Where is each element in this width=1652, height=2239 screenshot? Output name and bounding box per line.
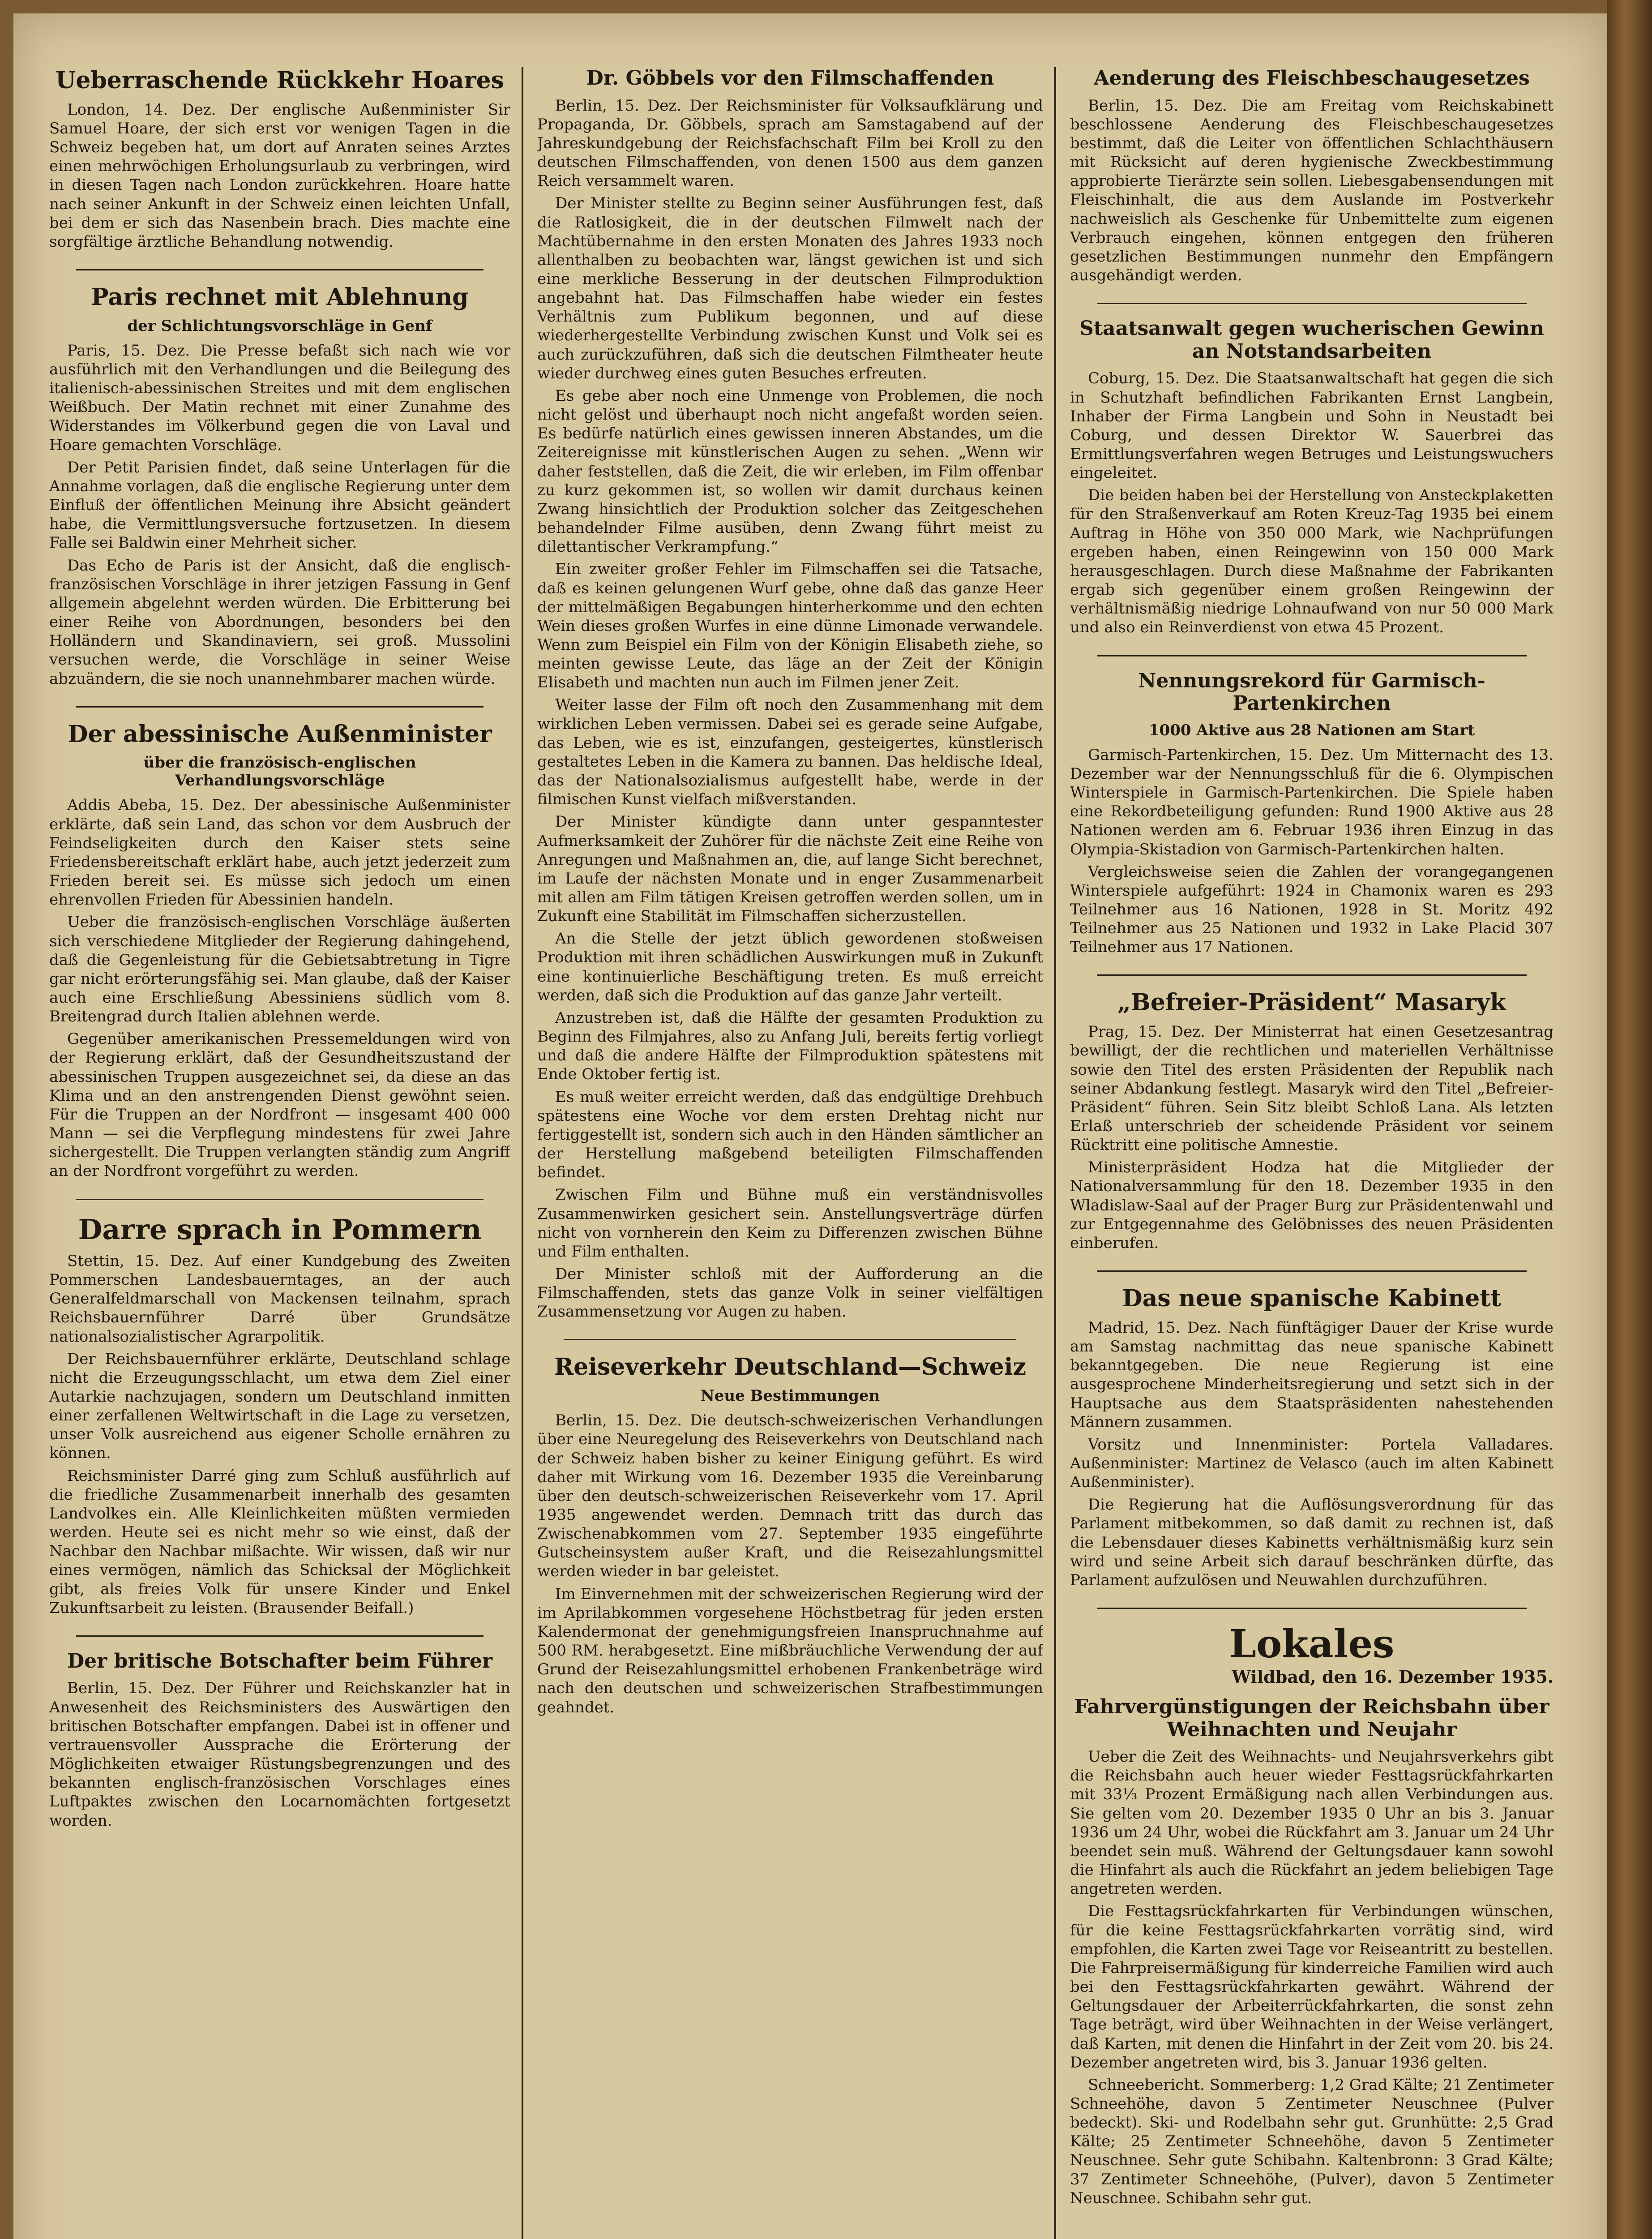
article-subheadline: 1000 Aktive aus 28 Nationen am Start [1148,721,1475,739]
article-headline: Staatsanwalt gegen wucherischen Gewinn an Notstandsarbeiten [1079,317,1544,363]
article-paragraph: Coburg, 15. Dez. Die Staatsanwaltschaft hat gegen die sich in Schutzhaft befindlichen Fabrikanten Ernst Langbein, Inhaber der Firma Langbein und Sohn in Neustadt bei Coburg, und dessen Direktor W. Sauerbrei das Ermittlungsverfahren wegen Betruges und Leistungswuchers eingeleitet. [1070,369,1554,482]
news-article [537,67,1043,1321]
article-paragraph: Die Regierung hat die Auflösungsverordnung für das Parlament mitbekommen, so daß damit zu rechnen ist, daß die Lebensdauer dieses Kabinetts verhältnismäßig kurz sein wird und seine Arbeit sich darauf beschränken dürfte, das Parlament aufzulösen und Neuwahlen durchzuführen. [1070,1496,1554,1589]
article-paragraph: Gegenüber amerikanischen Pressemeldungen wird von der Regierung erklärt, daß der Gesundheitszustand der abessinischen Truppen ausgezeichnet sei, da diese an das Klima und an den anstrengenden Dienst gewöhnt seien. Für die Truppen an der Nordfront — insgesamt 400 000 Mann — sei die Verpflegung mindestens für zwei Jahre sichergestellt. Die Truppen verlangten ständig zum Angriff an der Nordfront vorgeführt zu werden. [49,1030,510,1180]
article-paragraph: Berlin, 15. Dez. Die am Freitag vom Reichskabinett beschlossene Aenderung des Fleischbeschaugesetzes bestimmt, daß die Leiter von öffentlichen Schlachthäusern mit Rücksicht auf deren hygienische Zweckbestimmung approbierte Tierärzte sein sollen. Liebesgabensendungen mit Fleischinhalt, die aus dem Auslande im Postverkehr nachweislich als Geschenke für Unbemittelte zum eigenen Verbrauch eingehen, können entgegen den früheren gesetzlichen Bestimmungen nunmehr den Empfängern ausgehändigt werden. [1070,96,1554,284]
lokales-paragraph: Schneebericht. Sommerberg: 1,2 Grad Kälte; 21 Zentimeter Schneehöhe, davon 5 Zentimeter Neuschnee (Pulver bedeckt). Ski- und Rodelbahn sehr gut. Grunhütte: 2,5 Grad Kälte; 25 Zentimeter Schneehöhe, davon 5 Zentimeter Neuschnee. Sehr gute Schibahn. Kaltenbronn: 3 Grad Kälte; 37 Zentimeter Schneehöhe, (Pulver), davon 5 Zentimeter Neuschnee. Schibahn sehr gut. [1070,2076,1554,2207]
article-divider [1097,1270,1527,1272]
article-paragraph: Stettin, 15. Dez. Auf einer Kundgebung des Zweiten Pommerschen Landesbauerntages, an der auch Generalfeldmarschall von Mackensen teilnahm, sprach Reichsbauernführer Darré über Grundsätze nationalsozialistischer Agrarpolitik. [49,1252,510,1346]
article-paragraph: Der Reichsbauernführer erklärte, Deutschland schlage nicht die Erzeugungsschlacht, um etwa dem Ziel einer Autarkie nachzujagen, sondern um Deutschland inmitten einer zerfallenen Weltwirtschaft in die Lage zu versetzen, unser Volk ausreichend aus eigener Scholle ernähren zu können. [49,1350,510,1463]
lokales-dateline: Wildbad, den 16. Dezember 1935. [1232,1666,1554,1687]
column-middle [537,67,1043,2239]
article-headline: Darre sprach in Pommern [78,1213,482,1246]
article-divider [76,1635,484,1637]
lokales-divider [1097,1608,1527,1609]
article-paragraph: Im Einvernehmen mit der schweizerischen Regierung wird der im Aprilabkommen vorgesehene Höchstbetrag für jeden ersten Kalendermonat der genehmigungsfreien Inanspruchnahme auf 500 RM. herabgesetzt. Eine mißbräuchliche Verwendung der auf Grund der Reisezahlungsmittel erhobenen Frankenbeträge wird nach den deutschen und schweizerischen Strafbestimmungen geahndet. [537,1585,1043,1716]
article-paragraph: Prag, 15. Dez. Der Ministerrat hat einen Gesetzesantrag bewilligt, der die rechtlichen und materiellen Verhältnisse sowie den Titel des ersten Präsidenten der Republik nach seiner Abdankung festlegt. Masaryk wird den Titel „Befreier-Präsident“ führen. Sein Sitz bleibt Schloß Lana. Als letzten Erlaß unterschrieb der scheidende Präsident vor seinem Rücktritt eine politische Amnestie. [1070,1023,1554,1154]
article-paragraph: Der Minister schloß mit der Aufforderung an die Filmschaffenden, stets das ganze Volk in seiner vielfältigen Zusammensetzung vor Augen zu haben. [537,1265,1043,1321]
lokales-title: Lokales [1229,1621,1395,1667]
news-article [49,1214,510,1617]
article-paragraph: Madrid, 15. Dez. Nach fünftägiger Dauer der Krise wurde am Samstag nachmittag das neue spanische Kabinett bekanntgegeben. Die neue Regierung ist eine ausgesprochene Minderheitsregierung und setzt sich in der Hauptsache aus dem Staatspräsidenten nahestehenden Männern zusammen. [1070,1318,1554,1431]
article-divider [1097,303,1527,304]
article-headline: Das neue spanische Kabinett [1122,1285,1502,1313]
article-headline: Der abessinische Außenminister [68,720,492,748]
news-article [49,1650,510,1830]
lokales-section [1070,1622,1554,2208]
article-divider [1097,655,1527,656]
article-paragraph: Berlin, 15. Dez. Der Reichsminister für Volksaufklärung und Propaganda, Dr. Göbbels, sprach am Samstagabend auf der Jahreskundgebung der Reichsfachschaft Film bei Kroll zu den deutschen Filmschaffenden, von denen 1500 aus dem ganzen Reich versammelt waren. [537,96,1043,190]
article-subheadline: der Schlichtungsvorschläge in Genf [127,317,432,335]
lokales-headline: Fahrvergünstigungen der Reichsbahn über Weihnachten und Neujahr [1074,1695,1549,1741]
article-paragraph: Addis Abeba, 15. Dez. Der abessinische Außenminister erklärte, daß sein Land, das schon vor dem Ausbruch der Feindseligkeiten durch den Kaiser stets seine Friedensbereitschaft erklärt habe, auch jetzt jederzeit zum Frieden bereit sei. Es müsse sich jedoch um einen ehrenvollen Frieden für Abessinien handeln. [49,796,510,909]
article-headline: Paris rechnet mit Ablehnung [91,283,469,311]
article-paragraph: Vorsitz und Innenminister: Portela Valladares. Außenminister: Martinez de Velasco (auch im alten Kabinett Außenminister). [1070,1435,1554,1492]
news-article [537,1354,1043,1716]
article-divider [1097,974,1527,976]
article-paragraph: London, 14. Dez. Der englische Außenminister Sir Samuel Hoare, der sich erst vor wenigen Tagen in die Schweiz begeben hat, um dort auf Anraten seines Arztes einen mehrwöchigen Erholungsurlaub zu verbringen, wird in diesen Tagen nach London zurückkehren. Hoare hatte nach seiner Ankunft in der Schweiz einen leichten Unfall, bei dem er sich das Nasenbein brach. Dies machte eine sorgfältige ärztliche Behandlung notwendig. [49,100,510,251]
news-article [49,721,510,1181]
article-subheadline: Neue Bestimmungen [700,1387,880,1405]
article-paragraph: Ein zweiter großer Fehler im Filmschaffen sei die Tatsache, daß es keinen gelungenen Wurf gebe, ohne daß das ganze Heer der mittelmäßigen Begabungen hinterherkomme und den echten Wein dieses großen Wurfes in eine dünne Limonade verwandele. Wenn zum Beispiel ein Film von der Königin Elisabeth ziehe, so meinten gewisse Leute, das läge an der Zeit der Königin Elisabeth und machten nun auch im Filmen jener Zeit. [537,560,1043,692]
news-article [1070,67,1554,285]
column-right [1070,67,1554,2239]
lokales-paragraph: Ueber die Zeit des Weihnachts- und Neujahrsverkehrs gibt die Reichsbahn auch heuer wieder Festtagsrückfahrkarten mit 33⅓ Prozent Ermäßigung nach allen Verbindungen aus. Sie gelten vom 20. Dezember 1935 0 Uhr an bis 3. Januar 1936 um 24 Uhr, wobei die Rückfahrt am 3. Januar um 24 Uhr beendet sein muß. Während der Geltungsdauer kann sowohl die Hinfahrt als auch die Rückfahrt an jedem beliebigen Tage angetreten werden. [1070,1748,1554,1898]
article-paragraph: Berlin, 15. Dez. Die deutsch-schweizerischen Verhandlungen über eine Neuregelung des Reiseverkehrs von Deutschland nach der Schweiz haben bisher zu keiner Einigung geführt. Es wird daher mit Wirkung vom 16. Dezember 1935 die Vereinbarung über den deutsch-schweizerischen Reiseverkehr vom 17. April 1935 angewendet werden. Demnach tritt das durch das Zwischenabkommen vom 27. September 1935 eingeführte Gutscheinsystem außer Kraft, und die Reisezahlungsmittel werden wieder in bar geleistet. [537,1411,1043,1581]
article-paragraph: Weiter lasse der Film oft noch den Zusammenhang mit dem wirklichen Leben vermissen. Dabei sei es gerade seine Aufgabe, das Leben, wie es ist, einzufangen, gesteigertes, künstlerisch gestaltetes Leben in die Kamera zu bannen. Das heldische Ideal, das der Nationalsozialismus aufgestellt habe, werde in der filmischen Kunst vielfach mißverstanden. [537,696,1043,809]
article-headline: Dr. Göbbels vor den Filmschaffenden [586,67,994,90]
news-article [1070,317,1554,637]
article-divider [76,1199,484,1200]
article-paragraph: Zwischen Film und Bühne muß ein verständnisvolles Zusammenwirken gesichert sein. Anstellungsverträge dürfen nicht von vornherein den Keim zu Differenzen zwischen Bühne und Film enthalten. [537,1186,1043,1261]
article-paragraph: Reichsminister Darré ging zum Schluß ausführlich auf die friedliche Zusammenarbeit innerhalb des gesamten Landvolkes ein. Alle Kleinlichkeiten müßten vermieden werden. Heute sei es nicht mehr so wie einst, daß der Nachbar den Nachbar mißachte. Wir wissen, daß wir nur eines vermögen, nämlich das Schicksal der Möglichkeit gibt, als freies Volk für unsere Kinder und Enkel Zukunftsarbeit zu leisten. (Brausender Beifall.) [49,1467,510,1617]
column-rule-1 [522,67,523,2239]
article-paragraph: Paris, 15. Dez. Die Presse befaßt sich nach wie vor ausführlich mit den Verhandlungen und die Beilegung des italienisch-abessinischen Streites und mit dem englischen Weißbuch. Der Matin rechnet mit einer Zunahme des Widerstandes im Völkerbund gegen die von Laval und Hoare gemachten Vorschläge. [49,341,510,454]
article-paragraph: Der Minister kündigte dann unter gespanntester Aufmerksamkeit der Zuhörer für die nächste Zeit eine Reihe von Anregungen und Maßnahmen an, die, auf lange Sicht berechnet, im Laufe der nächsten Monate und in enger Zusammenarbeit mit allen am Film tätigen Kreisen getroffen werden sollen, um in Zukunft eine Stabilität im Filmschaffen sicherzustellen. [537,813,1043,926]
news-article [1070,1285,1554,1590]
article-paragraph: Es gebe aber noch eine Unmenge von Problemen, die noch nicht gelöst und überhaupt noch nicht angefaßt worden seien. Es bedürfe natürlich eines gewissen inneren Abstandes, um die Zeitereignisse mit künstlerischen Augen zu sehen. „Wenn wir daher feststellen, daß die Zeit, die wir erleben, im Film offenbar zu kurz gekommen ist, so wollen wir damit durchaus keinen Zwang hinsichtlich der Produktion solcher das Zeitgeschehen behandelnder Filme ausüben, denn Zwang führt meist zu dilettantischer Verkrampfung.“ [537,386,1043,556]
article-paragraph: Es muß weiter erreicht werden, daß das endgültige Drehbuch spätestens eine Woche vor dem ersten Drehtag nicht nur fertiggestellt ist, sondern sich auch in den Händen sämtlicher an der Herstellung maßgebend beteiligten Filmschaffenden befindet. [537,1088,1043,1182]
article-headline: Ueberraschende Rückkehr Hoares [56,67,504,94]
article-paragraph: Der Minister stellte zu Beginn seiner Ausführungen fest, daß die Ratlosigkeit, die in der deutschen Filmwelt nach der Machtübernahme in den ersten Monaten des Jahres 1933 noch allenthalben zu beobachten war, längst gewichen ist und sich eine merkliche Besserung in der deutschen Filmproduktion angebahnt hat. Das Filmschaffen habe wieder ein festes Verhältnis zum Publikum begonnen, und auf diese wiederhergestellte Verbindung zwischen Kunst und Volk sei es auch zurückzuführen, daß sich die deutschen Filmtheater heute wieder durchweg eines guten Besuches erfreuten. [537,194,1043,382]
article-paragraph: Die beiden haben bei der Herstellung von Ansteckplaketten für den Straßenverkauf am Roten Kreuz-Tag 1935 bei einem Auftrag in Höhe von 350 000 Mark, wie Nachprüfungen ergeben haben, einen Reingewinn von 150 000 Mark herausgeschlagen. Durch diese Maßnahme der Fabrikanten ergab sich gegenüber einem großen Reingewinn der verhältnismäßig niedrige Lohnaufwand von nur 50 000 Mark und also ein Reinverdienst von etwa 45 Prozent. [1070,486,1554,637]
article-divider [76,269,484,270]
lokales-paragraph: Die Festtagsrückfahrkarten für Verbindungen wünschen, für die keine Festtagsrückfahrkarten vorrätig sind, wird empfohlen, die Karten zwei Tage vor Reiseantritt zu bestellen. Die Fahrpreisermäßigung für kinderreiche Familien wird auch bei den Festtagsrückfahrkarten gewährt. Während der Geltungsdauer der Arbeiterrückfahrkarten, die sonst zehn Tage beträgt, wird über Weihnachten in der Weise verlängert, daß Karten, mit denen die Hinfahrt in der Zeit vom 20. bis 24. Dezember angetreten wird, bis 3. Januar 1936 gelten. [1070,1902,1554,2072]
news-article [1070,989,1554,1252]
article-headline: Der britische Botschafter beim Führer [67,1649,493,1673]
article-paragraph: Der Petit Parisien findet, daß seine Unterlagen für die Annahme vorlagen, daß die englische Regierung unter dem Einfluß der öffentlichen Meinung ihre Absicht geändert habe, die Vermittlungsversuche fortzusetzen. In diesem Falle sei Baldwin einer Mehrheit sicher. [49,458,510,552]
lokales-body [1070,1747,1554,2208]
article-paragraph: Ueber die französisch-englischen Vorschläge äußerten sich verschiedene Mitglieder der Regierung dahingehend, daß die Gegenleistung für die Gebietsabtretung in Tigre gar nicht erörterungsfähig sei. Man glaube, daß der Kaiser auch eine Erschließung Abessiniens südlich vom 8. Breitengrad durch Italien ablehnen werde. [49,913,510,1026]
article-paragraph: An die Stelle der jetzt üblich gewordenen stoßweisen Produktion mit ihren schädlichen Auswirkungen muß in Zukunft eine kontinuierliche Beschäftigung treten. Es muß erreicht werden, daß sich die Produktion auf das ganze Jahr verteilt. [537,930,1043,1004]
article-paragraph: Berlin, 15. Dez. Der Führer und Reichskanzler hat in Anwesenheit des Reichsministers des Auswärtigen den britischen Botschafter empfangen. Dabei ist in offener und vertrauensvoller Aussprache die Erörterung der Möglichkeiten etwaiger Rüstungsbegrenzungen und des bekannten englisch-französischen Vorschlages eines Luftpaktes zwischen den Locarnomächten fortgesetzt worden. [49,1679,510,1830]
article-paragraph: Garmisch-Partenkirchen, 15. Dez. Um Mitternacht des 13. Dezember war der Nennungsschluß für die 6. Olympischen Winterspiele in Garmisch-Partenkirchen. Die Spiele haben eine Rekordbeteiligung gefunden: Rund 1900 Aktive aus 28 Nationen werden am 6. Februar 1936 ihren Einzug in das Olympia-Skistadion von Garmisch-Partenkirchen halten. [1070,746,1554,858]
news-article [49,284,510,688]
column-left [49,67,510,2239]
article-subheadline: über die französisch-englischen Verhandlungsvorschläge [143,754,416,790]
article-paragraph: Anzustreben ist, daß die Hälfte der gesamten Produktion zu Beginn des Filmjahres, also zu Anfang Juli, bereits fertig vorliegt und daß die andere Hälfte der Filmproduktion spätestens mit Ende Oktober fertig ist. [537,1008,1043,1084]
article-headline: „Befreier-Präsident“ Masaryk [1117,989,1506,1017]
news-article [1070,670,1554,957]
article-paragraph: Ministerpräsident Hodza hat die Mitglieder der Nationalversammlung für den 18. Dezember 1935 in den Wladislaw-Saal auf der Prager Burg zur Präsidentenwahl und zur Entgegennahme des Gelöbnisses des neuen Präsidenten einberufen. [1070,1158,1554,1252]
article-headline: Aenderung des Fleischbeschaugesetzes [1094,67,1530,90]
article-divider [564,1339,1016,1340]
article-headline: Nennungsrekord für Garmisch-Partenkirchen [1138,669,1485,715]
binding-spine [1607,0,1652,2239]
column-rule-2 [1054,67,1056,2239]
column-right-articles [1070,67,1554,1590]
article-divider [76,706,484,708]
article-paragraph: Vergleichsweise seien die Zahlen der vorangegangenen Winterspiele aufgeführt: 1924 in Chamonix waren es 293 Teilnehmer aus 16 Nationen, 1928 in St. Moritz 492 Teilnehmer aus 25 Nationen und 1932 in Lake Placid 307 Teilnehmer aus 17 Nationen. [1070,862,1554,957]
news-article [49,67,510,251]
article-paragraph: Das Echo de Paris ist der Ansicht, daß die englisch-französischen Vorschläge in ihrer jetzigen Fassung in Genf allgemein abgelehnt werden würden. Die Erbitterung bei einer Reihe von Abordnungen, besonders bei den Holländern und Skandinaviern, sei groß. Mussolini versuchen werde, die Vorschläge in seiner Weise abzuändern, die sie noch unannehmbarer machen würde. [49,556,510,688]
article-headline: Reiseverkehr Deutschland—Schweiz [554,1353,1027,1381]
